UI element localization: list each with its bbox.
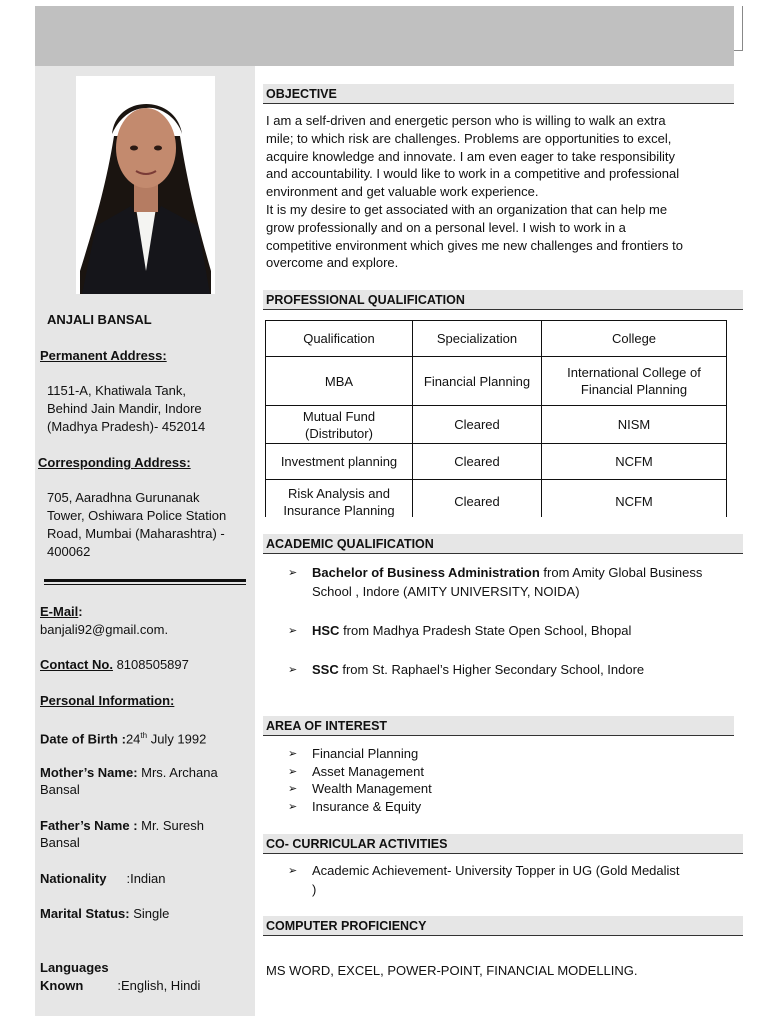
cocurricular-heading: CO- CURRICULAR ACTIVITIES xyxy=(263,834,743,854)
table-header-row xyxy=(266,321,727,357)
profile-photo xyxy=(76,76,215,294)
table-cell: NCFM xyxy=(542,480,727,518)
objective-line: overcome and explore. xyxy=(266,255,399,271)
objective-line: grow professionally and on a personal level. I wish to work in a xyxy=(266,219,626,235)
arrow-bullet-icon: ➢ xyxy=(288,865,298,877)
email-row xyxy=(40,603,250,621)
marital-value: Single xyxy=(129,906,170,921)
table-cell: International College of Financial Planning xyxy=(542,357,727,406)
objective-line: acquire knowledge and innovate. I am even eager to take responsibility xyxy=(266,148,676,164)
father-row xyxy=(40,817,250,835)
academic-degree: Bachelor of Business Administration xyxy=(312,565,540,580)
marital-row xyxy=(40,905,250,923)
academic-institution: from St. Raphael’s Higher Secondary School, Indore xyxy=(338,662,645,677)
arrow-bullet-icon: ➢ xyxy=(288,625,298,637)
professional-heading: PROFESSIONAL QUALIFICATION xyxy=(263,290,743,310)
table-row xyxy=(266,480,727,518)
list-item xyxy=(288,763,588,781)
academic-item-text xyxy=(312,661,732,679)
email-label: E-Mail xyxy=(40,604,79,619)
arrow-bullet-icon: ➢ xyxy=(288,766,298,778)
objective-heading: OBJECTIVE xyxy=(263,84,734,104)
arrow-bullet-icon: ➢ xyxy=(288,783,298,795)
interest-item: Wealth Management xyxy=(312,781,432,796)
father-value: Mr. Suresh xyxy=(137,818,205,833)
arrow-bullet-icon: ➢ xyxy=(288,801,298,813)
languages-label: Languages xyxy=(40,960,109,975)
sidebar-divider xyxy=(44,579,246,582)
table-cell: NCFM xyxy=(542,444,727,480)
nationality-label: Nationality xyxy=(40,871,107,886)
academic-degree: SSC xyxy=(312,662,339,677)
languages-value: :English, Hindi xyxy=(117,978,201,993)
languages-row xyxy=(40,977,250,995)
marital-label: Marital Status: xyxy=(40,906,130,921)
academic-item-text xyxy=(312,622,732,640)
mother-label: Mother’s Name: xyxy=(40,765,138,780)
arrow-bullet-icon: ➢ xyxy=(288,748,298,760)
objective-line: and accountability. I would like to work in a competitive and professional xyxy=(266,166,680,182)
table-row xyxy=(266,444,727,480)
table-cell: MBA xyxy=(266,357,413,406)
father-value-cont: Bansal xyxy=(40,835,80,850)
corresponding-address-line: Road, Mumbai (Maharashtra) - xyxy=(47,526,225,541)
contact-row xyxy=(40,656,250,674)
objective-text xyxy=(266,112,736,272)
objective-line: mile; to which risk are challenges. Problems are opportunities to excel, xyxy=(266,130,672,146)
table-header-cell: Specialization xyxy=(413,321,542,357)
qualification-table xyxy=(265,320,727,517)
table-cell: Cleared xyxy=(413,480,542,518)
academic-heading: ACADEMIC QUALIFICATION xyxy=(263,534,743,554)
corresponding-address-line: 705, Aaradhna Gurunanak xyxy=(47,490,200,505)
dob-day: 24 xyxy=(125,731,141,747)
permanent-address-line: 1151-A, Khatiwala Tank, xyxy=(47,383,186,398)
academic-institution: from Amity Global Business xyxy=(539,565,703,580)
permanent-address-line: (Madhya Pradesh)- 452014 xyxy=(47,419,206,434)
dob-row xyxy=(40,727,250,748)
table-cell: Cleared xyxy=(413,406,542,444)
email-colon: : xyxy=(78,604,83,619)
corresponding-address-label: Corresponding Address: xyxy=(38,455,191,470)
list-item xyxy=(288,745,588,763)
dob-label: Date of Birth : xyxy=(40,731,126,747)
cocurricular-item: Academic Achievement- University Topper in UG (Gold Medalist xyxy=(312,863,680,878)
table-header-cell: College xyxy=(542,321,727,357)
header-band xyxy=(35,6,734,66)
header-band-edge xyxy=(734,6,743,51)
contact-label: Contact No. xyxy=(40,657,113,672)
interest-item: Insurance & Equity xyxy=(312,799,422,814)
list-item xyxy=(288,661,734,679)
list-item xyxy=(288,798,588,816)
table-row xyxy=(266,357,727,406)
objective-line: It is my desire to get associated with an organization that can help me xyxy=(266,201,668,217)
table-cell: Risk Analysis and Insurance Planning xyxy=(266,480,413,518)
corresponding-address-line: Tower, Oshiwara Police Station xyxy=(47,508,227,523)
permanent-address-line: Behind Jain Mandir, Indore xyxy=(47,401,202,416)
table-header-cell: Qualification xyxy=(266,321,413,357)
list-item xyxy=(288,564,734,600)
list-item xyxy=(288,780,588,798)
table-cell: Mutual Fund (Distributor) xyxy=(266,406,413,444)
objective-line: environment and get valuable work experience. xyxy=(266,184,539,200)
father-label: Father’s Name : xyxy=(40,818,138,833)
dob-rest: July 1992 xyxy=(147,731,207,747)
academic-item-text xyxy=(312,564,732,582)
corresponding-address-line: 400062 xyxy=(47,544,91,559)
interest-item: Asset Management xyxy=(312,764,425,779)
sidebar-divider-thin xyxy=(44,584,246,585)
objective-line: competitive environment which gives me new challenges and frontiers to xyxy=(266,237,683,253)
table-cell: Cleared xyxy=(413,444,542,480)
dob-suffix: th xyxy=(140,731,148,740)
academic-institution: from Madhya Pradesh State Open School, Bhopal xyxy=(339,623,632,638)
permanent-address-label: Permanent Address: xyxy=(40,348,167,363)
mother-value: Mrs. Archana xyxy=(137,765,218,780)
arrow-bullet-icon: ➢ xyxy=(288,567,298,579)
candidate-name: ANJALI BANSAL xyxy=(47,312,152,327)
computer-heading: COMPUTER PROFICIENCY xyxy=(263,916,743,936)
arrow-bullet-icon: ➢ xyxy=(288,664,298,676)
contact-value: 8108505897 xyxy=(112,657,189,672)
list-item xyxy=(288,862,734,898)
computer-text: MS WORD, EXCEL, POWER-POINT, FINANCIAL MODELLING. xyxy=(266,963,638,978)
email-value: banjali92@gmail.com. xyxy=(40,622,169,637)
table-cell: NISM xyxy=(542,406,727,444)
personal-info-label: Personal Information: xyxy=(40,693,175,708)
interest-heading: AREA OF INTEREST xyxy=(263,716,734,736)
mother-row xyxy=(40,764,250,782)
nationality-value: :Indian xyxy=(126,871,166,886)
languages-label-cont: Known xyxy=(40,978,84,993)
academic-institution-cont: School , Indore (AMITY UNIVERSITY, NOIDA) xyxy=(312,584,580,599)
profile-photo-illustration xyxy=(76,76,215,294)
interest-item: Financial Planning xyxy=(312,746,419,761)
table-cell: Investment planning xyxy=(266,444,413,480)
academic-degree: HSC xyxy=(312,623,340,638)
mother-value-cont: Bansal xyxy=(40,782,80,797)
list-item xyxy=(288,622,734,640)
qualification-table-wrap xyxy=(265,320,727,517)
cocurricular-item-cont: ) xyxy=(312,882,317,897)
nationality-row xyxy=(40,870,250,888)
table-row xyxy=(266,406,727,444)
objective-line: I am a self-driven and energetic person who is willing to walk an extra xyxy=(266,113,666,128)
table-cell: Financial Planning xyxy=(413,357,542,406)
